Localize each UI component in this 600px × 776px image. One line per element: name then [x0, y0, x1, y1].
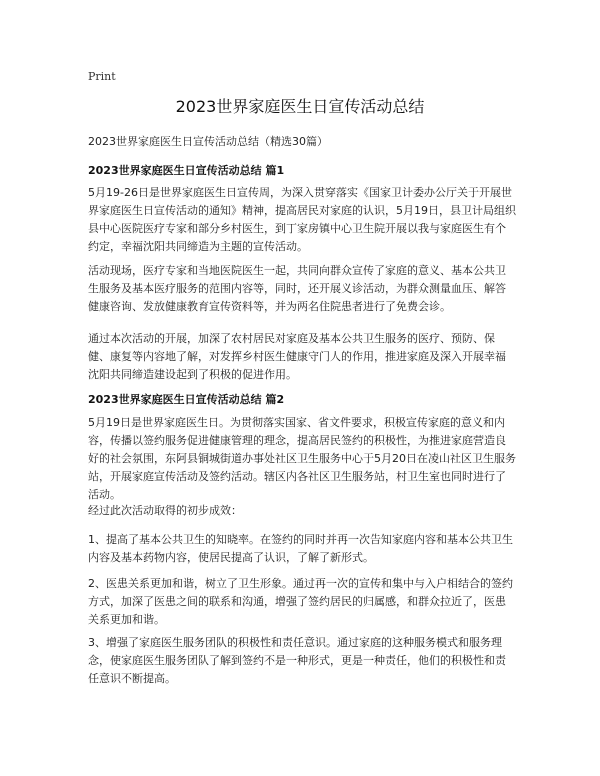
- document-subtitle: 2023世界家庭医生日宣传活动总结（精选30篇）: [88, 135, 328, 148]
- section-2-paragraph-1: 5月19日是世界家庭医生日。为贯彻落实国家、省文件要求，积极宣传家庭的意义和内容，传播以签约服务促进健康管理的理念，提高居民签约的积极性，为推进家庭营造良好的社会氛围，东阿县铜城街道办事处社区卫生服务中心于5月20日在凌山社区卫生服务站，开展家庭宣传活动及签约活动。辖区内各社区卫生服务站，村卫生室也同时进行了活动。: [88, 416, 516, 501]
- section-heading-1: 2023世界家庭医生日宣传活动总结 篇1: [88, 164, 285, 177]
- section-1-paragraph-3: 通过本次活动的开展，加深了农村居民对家庭及基本公共卫生服务的医疗、预防、保健、康复等内容地了解，对发挥乡村医生健康守门人的作用，推进家庭及深入开展幸福沈阳共同缔造建设起到了积极的促进作用。: [88, 332, 506, 381]
- section-2-paragraph-5: 3、增强了家庭医生服务团队的积极性和责任意识。通过家庭的这种服务模式和服务理念，使家庭医生服务团队了解到签约不是一种形式，更是一种责任，他们的积极性和责任意识不断提高。: [88, 636, 506, 685]
- section-1-paragraph-2: 活动现场，医疗专家和当地医院医生一起，共同向群众宣传了家庭的意义、基本公共卫生服务及基本医疗服务的范围内容等，同时，还开展义诊活动，为群众测量血压、解答健康咨询、发放健康教育宣传资料等，并为两名住院患者进行了免费会诊。: [88, 264, 506, 313]
- section-1-paragraph-1: 5月19-26日是世界家庭医生日宣传周，为深入贯穿落实《国家卫计委办公厅关于开展世界家庭医生日宣传活动的通知》精神，提高居民对家庭的认识，5月19日，县卫计局组织县中心医院医疗专家和部分乡村医生，到丁家房镇中心卫生院开展以我与家庭医生有个约定，幸福沈阳共同缔造为主题的宣传活动。: [88, 186, 516, 253]
- section-2-paragraph-3: 1、提高了基本公共卫生的知晓率。在签约的同时并再一次告知家庭内容和基本公共卫生内容及基本药物内容，使居民提高了认识，了解了新形式。: [88, 533, 513, 564]
- page-title: 2023世界家庭医生日宣传活动总结: [175, 97, 425, 116]
- section-2-paragraph-2: 经过此次活动取得的初步成效：: [88, 504, 242, 517]
- section-2-paragraph-4: 2、医患关系更加和谐，树立了卫生形象。通过再一次的宣传和集中与入户相结合的签约方式，加深了医患之间的联系和沟通，增强了签约居民的归属感，和群众拉近了，医患关系更加和谐。: [88, 577, 513, 626]
- section-heading-2: 2023世界家庭医生日宣传活动总结 篇2: [88, 393, 285, 406]
- print-label: Print: [88, 70, 116, 83]
